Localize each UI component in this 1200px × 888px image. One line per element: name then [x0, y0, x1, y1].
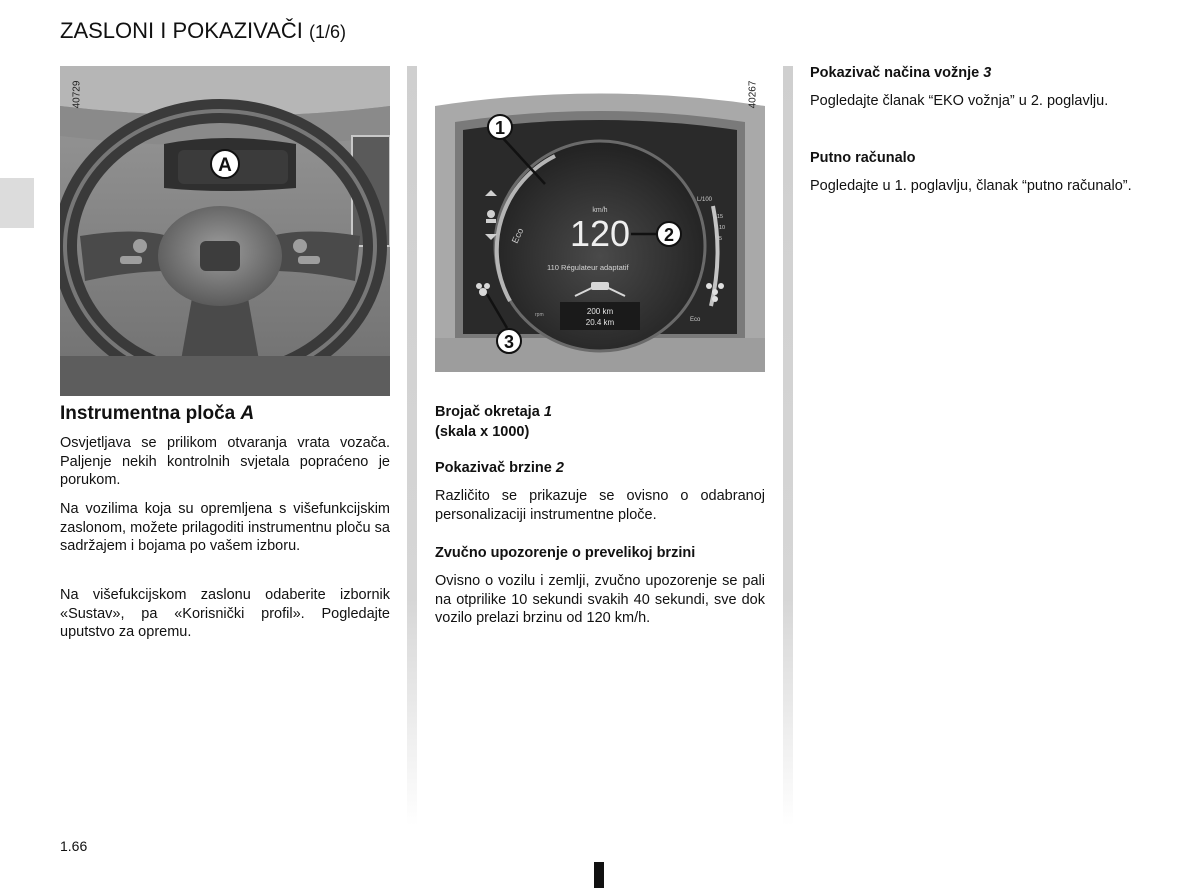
gauge-mark-5: 5: [719, 236, 723, 242]
rev-counter-heading: [435, 402, 552, 422]
callout-a-label: A: [218, 155, 232, 176]
trip-computer-text: Pogledajte u 1. poglavlju, članak “putno računalo”.: [810, 178, 1132, 194]
callout-a: [211, 150, 239, 178]
drive-mode-heading: [810, 63, 991, 83]
callout-1: [488, 115, 512, 139]
figure-left-ref: 40729: [71, 80, 83, 108]
figure-middle-ref: 40267: [747, 80, 759, 108]
page-number: 1.66: [60, 838, 88, 854]
eco-label: Eco: [690, 317, 701, 323]
rev-counter-sub: (skala x 1000): [435, 424, 530, 440]
drive-mode-ref: 3: [983, 65, 992, 81]
distance-2: 20.4 km: [585, 318, 615, 327]
instrument-cluster-illustration: [435, 66, 765, 376]
eco-arc-label: Eco: [509, 226, 526, 245]
column-divider-right: [783, 66, 793, 826]
speed-unit: km/h: [592, 207, 608, 214]
left-paragraph-3: Na višefukcijskom zaslonu odaberite izbornik «Sustav», pa «Korisnički profil». Pogledajte uputstvo za opremu.: [60, 587, 390, 640]
figure-middle-ref-wrap: [738, 74, 768, 114]
figure-instrument-cluster: [435, 66, 765, 376]
cruise-text: 110 Régulateur adaptatif: [547, 263, 629, 272]
rev-counter-ref: 1: [543, 404, 552, 420]
instrument-panel-heading: [60, 403, 254, 425]
callout-2-label: 2: [663, 225, 675, 245]
drive-mode-heading-text: Pokazivač načina vožnje: [810, 65, 980, 81]
page-edge-mark: [594, 862, 604, 888]
page-title: [60, 18, 346, 44]
column-divider-left: [407, 66, 417, 826]
figure-steering-wheel: [60, 66, 390, 396]
figure-left-ref-wrap: [62, 74, 92, 114]
callout-1-label: 1: [494, 118, 506, 138]
page-title-text: ZASLONI I POKAZIVAČI: [60, 18, 303, 43]
trip-computer-heading: Putno računalo: [810, 150, 916, 166]
speed-indicator-heading-text: Pokazivač brzine: [435, 460, 552, 476]
steering-wheel-illustration: [60, 66, 390, 396]
gauge-mark-10: 10: [719, 225, 726, 231]
instrument-panel-heading-text: Instrumentna ploča: [60, 403, 236, 424]
chapter-tab: [0, 178, 34, 228]
speed-indicator-ref: 2: [555, 460, 564, 476]
speed-indicator-text: Različito se prikazuje se ovisno o odabranoj personalizaciji instrumentne ploče.: [435, 488, 765, 523]
drive-mode-text: Pogledajte članak “EKO vožnja” u 2. poglavlju.: [810, 93, 1109, 109]
overspeed-warning-heading: Zvučno upozorenje o prevelikoj brzini: [435, 545, 696, 561]
speed-value: 120: [569, 213, 631, 254]
distance-1: 200 km: [586, 307, 614, 316]
page-indicator: (1/6): [309, 22, 347, 42]
callout-2: [657, 222, 681, 246]
instrument-panel-heading-ref: A: [240, 403, 255, 424]
speed-indicator-heading: [435, 458, 564, 478]
left-paragraph-1: Osvjetljava se prilikom otvaranja vrata vozača. Paljenje nekih kontrolnih svjetala popraćeno je porukom.: [60, 435, 390, 488]
callout-3-label: 3: [503, 332, 515, 352]
gauge-mark-15: 15: [717, 214, 724, 220]
left-paragraph-2: Na vozilima koja su opremljena s višefunkcijskim zaslonom, možete prilagoditi instrumentnu ploču sa sadržajem i bojama po vašem izboru.: [60, 501, 390, 554]
gauge-top: L/100: [697, 197, 713, 203]
callout-3: [497, 329, 521, 353]
rpm-label: rpm: [535, 312, 544, 318]
rev-counter-heading-text: Brojač okretaja: [435, 404, 540, 420]
overspeed-warning-text: Ovisno o vozilu i zemlji, zvučno upozorenje se pali na otprilike 10 sekundi svakih 40 sekundi, sve dok vozilo prelazi brzinu od 120 km/h.: [435, 573, 765, 626]
